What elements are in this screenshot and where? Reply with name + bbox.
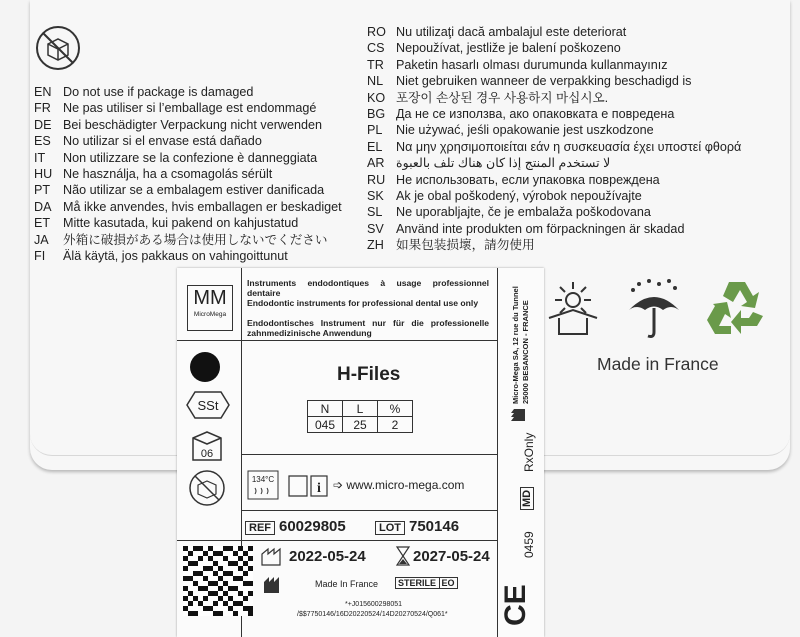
warning-text: Använd inte produkten om förpackningen är skadad bbox=[396, 221, 685, 236]
warning-row bbox=[367, 73, 741, 89]
warning-row bbox=[34, 84, 342, 100]
instructions-icon bbox=[287, 472, 329, 498]
warning-row bbox=[34, 117, 342, 133]
table-header: % bbox=[378, 401, 413, 417]
product-name: H-Files bbox=[337, 364, 401, 385]
steel-type-text: SSt bbox=[197, 398, 219, 413]
language-code: TR bbox=[367, 57, 384, 72]
language-code: EN bbox=[34, 85, 52, 99]
made-in-france-text: Made in France bbox=[597, 354, 719, 374]
ref-field bbox=[245, 518, 346, 535]
rx-only-text: RxOnly bbox=[522, 432, 536, 472]
language-code: KO bbox=[367, 90, 386, 105]
language-code: EL bbox=[367, 139, 383, 154]
warning-text: Не использовать, если упаковка повреждена bbox=[396, 172, 660, 187]
language-code: FR bbox=[34, 101, 51, 116]
warning-row bbox=[34, 232, 342, 248]
manufacturer-small-icon bbox=[510, 408, 526, 424]
language-code: CS bbox=[367, 41, 385, 56]
language-code: PT bbox=[34, 183, 51, 198]
language-code: DE bbox=[34, 117, 52, 132]
description-fr: Instruments endodontiques à usage professionnel dentaire bbox=[247, 278, 489, 298]
label-divider-1 bbox=[177, 340, 497, 341]
language-code: PL bbox=[367, 123, 383, 138]
warning-row bbox=[367, 204, 741, 220]
micromega-logo bbox=[187, 285, 233, 331]
warning-text: Να μην χρησιμοποιείται εάν η συσκευασία έχει υποστεί φθορά bbox=[396, 139, 742, 154]
warning-languages-left bbox=[34, 84, 342, 264]
notified-body-number: 0459 bbox=[522, 531, 536, 558]
label-divider-3 bbox=[241, 510, 497, 511]
ref-value: 60029805 bbox=[279, 518, 346, 535]
svg-text:i: i bbox=[317, 481, 321, 496]
do-not-use-damaged-icon bbox=[34, 24, 82, 72]
manufacture-date-icon bbox=[261, 546, 287, 566]
warning-row bbox=[367, 40, 741, 56]
table-header: L bbox=[343, 401, 378, 417]
expiry-date: 2027-05-24 bbox=[413, 548, 490, 565]
language-code: SK bbox=[367, 188, 384, 203]
warning-row bbox=[34, 166, 342, 182]
steel-type-icon bbox=[185, 390, 231, 420]
warning-row bbox=[367, 122, 741, 138]
logo-brand-text: MicroMega bbox=[193, 311, 227, 318]
warning-row bbox=[367, 237, 741, 253]
language-code: RO bbox=[367, 25, 386, 39]
language-code: ES bbox=[34, 134, 51, 149]
language-code: ZH bbox=[367, 238, 384, 253]
language-code: SL bbox=[367, 205, 383, 220]
medical-device-badge: MD bbox=[520, 487, 534, 510]
lot-value: 750146 bbox=[409, 518, 460, 535]
lot-field bbox=[375, 518, 459, 535]
language-code: ET bbox=[34, 216, 51, 231]
warning-text: Ne uporabljajte, če je embalaža poškodovana bbox=[396, 205, 651, 220]
warning-text: Paketin hasarlı olması durumunda kullanmayınız bbox=[396, 57, 668, 72]
ref-tag: REF bbox=[245, 521, 275, 535]
warning-row bbox=[34, 215, 342, 231]
size-table bbox=[307, 400, 413, 433]
warning-row bbox=[367, 57, 741, 73]
warning-row bbox=[367, 106, 741, 122]
sterile-badge bbox=[395, 577, 458, 589]
warning-text: Älä käytä, jos pakkaus on vahingoittunut bbox=[63, 248, 288, 263]
warning-text: Do not use if package is damaged bbox=[63, 85, 254, 99]
warning-row bbox=[367, 155, 741, 171]
iso-color-dot-icon bbox=[190, 352, 220, 382]
warning-row bbox=[367, 172, 741, 188]
warning-row bbox=[34, 100, 342, 116]
warning-row bbox=[34, 182, 342, 198]
language-code: DA bbox=[34, 199, 52, 214]
expiry-hourglass-icon bbox=[395, 546, 411, 566]
barcode-line-2: /$$7750146/16D20220524/14D20270524/Q061* bbox=[297, 611, 448, 618]
product-label bbox=[177, 268, 544, 637]
logo-mm-text: MM bbox=[193, 287, 227, 309]
table-header: N bbox=[308, 401, 343, 417]
warning-text: Niet gebruiken wanneer de verpakking beschadigd is bbox=[396, 74, 692, 89]
barcode-line-1: *+J015600298051 bbox=[345, 601, 403, 608]
warning-text: لا تستخدم المنتج إذا كان هناك تلف بالعبوة bbox=[396, 156, 611, 171]
warning-text: Ne pas utiliser si l’emballage est endommagé bbox=[63, 101, 317, 116]
keep-away-sunlight-icon bbox=[543, 278, 603, 338]
warning-text: Mitte kasutada, kui pakend on kahjustatud bbox=[63, 216, 299, 231]
warning-text: No utilizar si el envase está dañado bbox=[63, 134, 262, 149]
warning-text: Nie używać, jeśli opakowanie jest uszkodzone bbox=[396, 123, 654, 138]
language-code: HU bbox=[34, 166, 53, 181]
table-cell: 25 bbox=[343, 417, 378, 433]
language-code: AR bbox=[367, 156, 385, 171]
warning-text: 外箱に破損がある場合は使用しないでください bbox=[63, 232, 328, 247]
warning-text: Ne használja, ha a csomagolás sérült bbox=[63, 166, 273, 181]
qr-code-icon bbox=[183, 546, 253, 616]
language-code: SV bbox=[367, 221, 384, 236]
keep-dry-icon bbox=[625, 278, 683, 340]
warning-text: Ak je obal poškodený, výrobok nepoužívajte bbox=[396, 188, 642, 203]
manufacturer-icon bbox=[263, 574, 287, 594]
sterile-text: STERILE bbox=[398, 578, 437, 588]
temp-text: 134°C bbox=[251, 475, 275, 484]
made-in-text: Made In France bbox=[315, 579, 379, 589]
website-link[interactable]: ➩ www.micro-mega.com bbox=[333, 478, 465, 492]
warning-text: Nepoužívat, jestliže je balení poškozeno bbox=[396, 41, 621, 56]
warning-text: Må ikke anvendes, hvis emballagen er beskadiget bbox=[63, 199, 342, 214]
label-divider-right bbox=[497, 268, 498, 637]
box-count-text: 06 bbox=[200, 448, 214, 460]
sterilization-temp-icon bbox=[247, 470, 279, 500]
do-not-use-damaged-small-icon bbox=[187, 468, 227, 508]
warning-row bbox=[367, 188, 741, 204]
warning-row bbox=[367, 90, 741, 106]
language-code: JA bbox=[34, 232, 49, 247]
language-code: NL bbox=[367, 74, 384, 89]
warning-row bbox=[367, 139, 741, 155]
warning-text: Não utilizar se a embalagem estiver danificada bbox=[63, 183, 325, 198]
language-code: BG bbox=[367, 106, 386, 121]
warning-text: Non utilizzare se la confezione è danneggiata bbox=[63, 150, 318, 165]
warning-text: Nu utilizaţi dacă ambalajul este deteriorat bbox=[396, 25, 627, 39]
warning-text: Да не се използва, ако опаковката е повредена bbox=[396, 106, 675, 121]
manufacturer-address: Micro-Mega SA, 12 rue du Tunnel 25000 BESANCON - FRANCE bbox=[511, 286, 530, 404]
warning-text: 如果包装损壞，請勿使用 bbox=[396, 238, 535, 253]
table-cell: 2 bbox=[378, 417, 413, 433]
language-code: IT bbox=[34, 150, 46, 165]
sterile-method: EO bbox=[439, 578, 455, 588]
ce-mark: CE bbox=[499, 584, 532, 626]
box-count-icon bbox=[187, 428, 227, 464]
warning-text: Bei beschädigter Verpackung nicht verwenden bbox=[63, 117, 323, 132]
warning-row bbox=[367, 221, 741, 237]
label-divider-4 bbox=[177, 540, 497, 541]
table-cell: 045 bbox=[308, 417, 343, 433]
warning-row bbox=[367, 24, 741, 40]
warning-languages-right bbox=[367, 24, 741, 253]
warning-row bbox=[34, 248, 342, 264]
warning-text: 포장이 손상된 경우 사용하지 마십시오. bbox=[396, 90, 609, 105]
warning-row bbox=[34, 150, 342, 166]
language-code: RU bbox=[367, 172, 386, 187]
description-de: Endodontisches Instrument nur für die professionelle zahnmedizinische Anwendung bbox=[247, 318, 489, 338]
label-divider-2 bbox=[241, 454, 497, 455]
language-code: FI bbox=[34, 248, 46, 263]
lot-tag: LOT bbox=[375, 521, 405, 535]
description-en: Endodontic instruments for professional dental use only bbox=[247, 298, 479, 308]
recycle-icon bbox=[705, 276, 769, 338]
warning-row bbox=[34, 133, 342, 149]
manufacture-date: 2022-05-24 bbox=[289, 548, 366, 565]
warning-row bbox=[34, 199, 342, 215]
